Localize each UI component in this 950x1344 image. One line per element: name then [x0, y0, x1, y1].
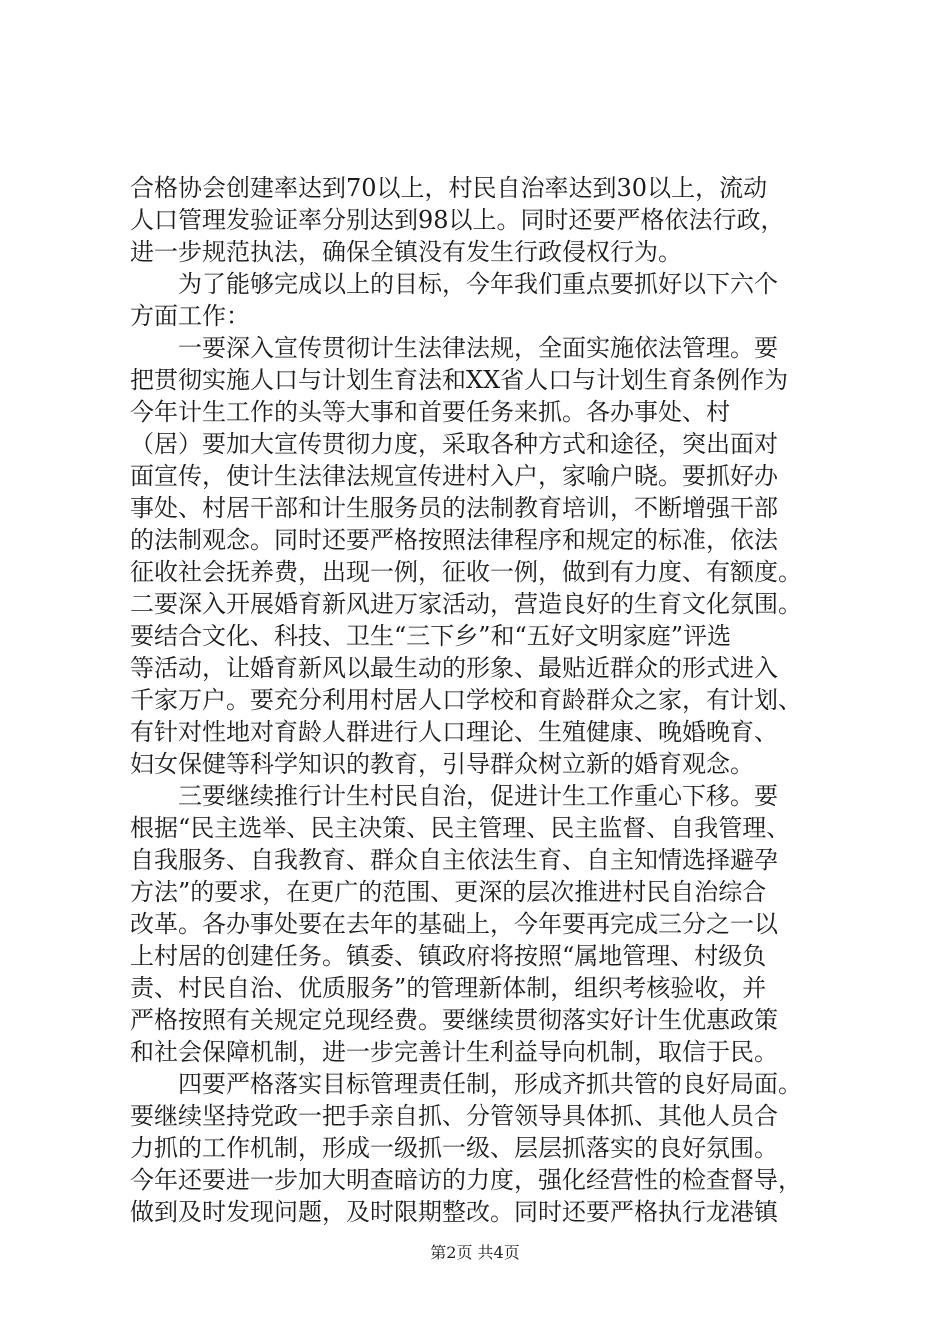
text-line: 一要深入宣传贯彻计生法律法规，全面实施依法管理。要 — [130, 334, 778, 362]
text-line: 方面工作： — [130, 302, 250, 330]
text-line: 的法制观念。同时还要严格按照法律程序和规定的标准，依法 — [130, 526, 778, 554]
text-line: 今年还要进一步加大明查暗访的力度，强化经营性的检查督导， — [130, 1166, 802, 1194]
text-line: 千家万户。要充分利用村居人口学校和育龄群众之家，有计划、 — [130, 686, 802, 714]
text-line: 责、村民自治、优质服务”的管理新体制，组织考核验收，并 — [130, 974, 767, 1002]
page-footer: 第2页 共4页 — [430, 1243, 520, 1262]
text-line: 根据“民主选举、民主决策、民主管理、民主监督、自我管理、 — [130, 814, 791, 842]
text-line: 要继续坚持党政一把手亲自抓、分管领导具体抓、其他人员合 — [130, 1102, 778, 1130]
text-line: 事处、村居干部和计生服务员的法制教育培训，不断增强干部 — [130, 494, 778, 522]
text-line: 严格按照有关规定兑现经费。要继续贯彻落实好计生优惠政策 — [130, 1006, 778, 1034]
text-line: 做到及时发现问题，及时限期整改。同时还要严格执行龙港镇 — [130, 1198, 778, 1226]
text-line: 妇女保健等科学知识的教育，引导群众树立新的婚育观念。 — [130, 750, 754, 778]
text-line: 人口管理发验证率分别达到98以上。同时还要严格依法行政， — [130, 206, 785, 234]
text-line: 自我服务、自我教育、群众自主依法生育、自主知情选择避孕 — [130, 846, 778, 874]
text-line: 面宣传，使计生法律法规宣传进村入户，家喻户晓。要抓好办 — [130, 462, 778, 490]
text-line: 二要深入开展婚育新风进万家活动，营造良好的生育文化氛围。 — [130, 590, 802, 618]
document-body — [130, 172, 830, 1228]
text-line: 等活动，让婚育新风以最生动的形象、最贴近群众的形式进入 — [130, 654, 778, 682]
text-line: 有针对性地对育龄人群进行人口理论、生殖健康、晚婚晚育、 — [130, 718, 778, 746]
text-line: 四要严格落实目标管理责任制，形成齐抓共管的良好局面。 — [130, 1070, 802, 1098]
text-line: （居）要加大宣传贯彻力度，采取各种方式和途径，突出面对 — [130, 430, 778, 458]
text-line: 和社会保障机制，进一步完善计生利益导向机制，取信于民。 — [130, 1038, 778, 1066]
text-line: 为了能够完成以上的目标，今年我们重点要抓好以下六个 — [130, 270, 778, 298]
text-line: 要结合文化、科技、卫生“三下乡”和“五好文明家庭”评选 — [130, 622, 732, 650]
text-line: 进一步规范执法，确保全镇没有发生行政侵权行为。 — [130, 238, 682, 266]
text-line: 合格协会创建率达到70以上，村民自治率达到30以上，流动 — [130, 174, 768, 202]
text-line: 把贯彻实施人口与计划生育法和XX省人口与计划生育条例作为 — [130, 366, 789, 394]
text-line: 征收社会抚养费，出现一例，征收一例，做到有力度、有额度。 — [130, 558, 802, 586]
text-line: 改革。各办事处要在去年的基础上，今年要再完成三分之一以 — [130, 910, 778, 938]
text-line: 方法”的要求，在更广的范围、更深的层次推进村民自治综合 — [130, 878, 767, 906]
text-line: 上村居的创建任务。镇委、镇政府将按照“属地管理、村级负 — [130, 942, 767, 970]
text-line: 力抓的工作机制，形成一级抓一级、层层抓落实的良好氛围。 — [130, 1134, 778, 1162]
text-line: 三要继续推行计生村民自治，促进计生工作重心下移。要 — [130, 782, 778, 810]
text-line: 今年计生工作的头等大事和首要任务来抓。各办事处、村 — [130, 398, 730, 426]
